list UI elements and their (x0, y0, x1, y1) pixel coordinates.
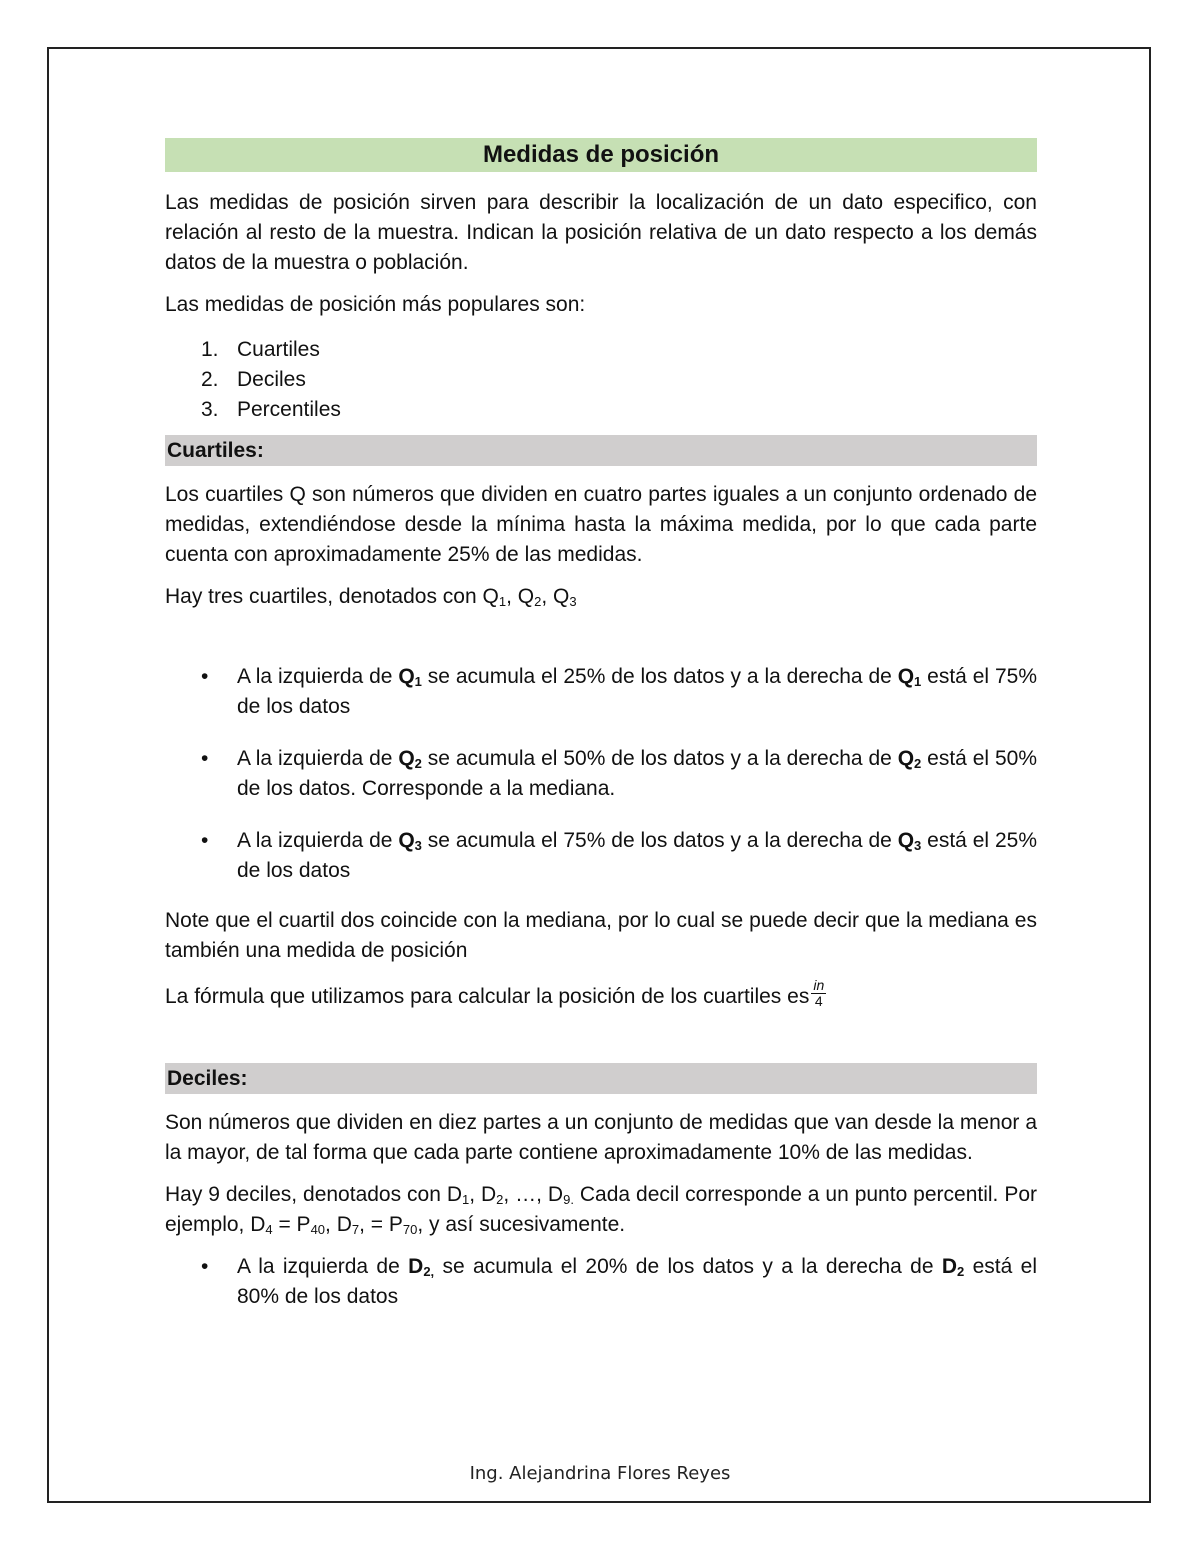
deciles-bullets (165, 1252, 1037, 1312)
cuartiles-definition: Los cuartiles Q son números que dividen en cuatro partes iguales a un conjunto ordenado de medidas, extendiéndose desde la mínima hasta la máxima medida, por lo que cada parte cuenta con aproximadamente 25% de las medidas. (165, 483, 1037, 566)
page-footer: Ing. Alejandrina Flores Reyes (469, 1463, 731, 1484)
deciles-definition: Son números que dividen en diez partes a un conjunto de medidas que van desde la menor a la mayor, de tal forma que cada parte contiene aproximadamente 10% de las medidas. (165, 1111, 1037, 1164)
list-item: • A la izquierda de $Q_2$ se acumula el 50% de los datos y a la derecha de $Q_2$ está el 50% de los datos. Corresponde a la mediana. (201, 747, 1038, 800)
list-item: 3. Percentiles (201, 398, 341, 421)
cuartiles-note: Note que el cuartil dos coincide con la mediana, por lo cual se puede decir que la mediana es también una medida de posición (165, 909, 1037, 962)
list-item: 2. Deciles (201, 368, 306, 391)
list-item: • A la izquierda de $Q_1$ se acumula el 25% de los datos y a la derecha de $Q_1$ está el 75% de los datos (201, 665, 1038, 718)
section-heading-cuartiles: Cuartiles: (165, 435, 1037, 466)
formula-fraction: $\frac{in}{4}$ (813, 977, 825, 1009)
cuartiles-bullets (165, 662, 1037, 886)
list-item: 1. Cuartiles (201, 338, 320, 361)
section-heading-deciles: Deciles: (165, 1063, 1037, 1094)
list-item: • A la izquierda de $Q_3$ se acumula el 75% de los datos y a la derecha de $Q_3$ está el 25% de los datos (201, 829, 1038, 882)
page-title: Medidas de posición (165, 138, 1037, 172)
document-body (165, 138, 1037, 1312)
list-item: • A la izquierda de $D_{2,}$ se acumula el 20% de los datos y a la derecha de $D_2$ está el 80% de los datos (201, 1255, 1038, 1308)
deciles-count: Hay 9 deciles, denotados con $D_1$, $D_2$, …, $D_{9.}$ Cada decil corresponde a un punto percentil. Por ejemplo, $D_4 = P_{40}$, $D_7$, = $P_{70}$, y así sucesivamente. (165, 1183, 1037, 1237)
popular-intro: Las medidas de posición más populares son: (165, 293, 586, 316)
popular-list (165, 335, 1037, 425)
cuartiles-formula: La fórmula que utilizamos para calcular la posición de los cuartiles es $\frac{in}{4}$ (165, 977, 825, 1009)
cuartiles-count: Hay tres cuartiles, denotados con $Q_1$, $Q_2$, $Q_3$ (165, 585, 577, 609)
intro-paragraph: Las medidas de posición sirven para describir la localización de un dato especifico, con relación al resto de la muestra. Indican la posición relativa de un dato respecto a los demás datos de la muestra o población. (165, 191, 1037, 274)
